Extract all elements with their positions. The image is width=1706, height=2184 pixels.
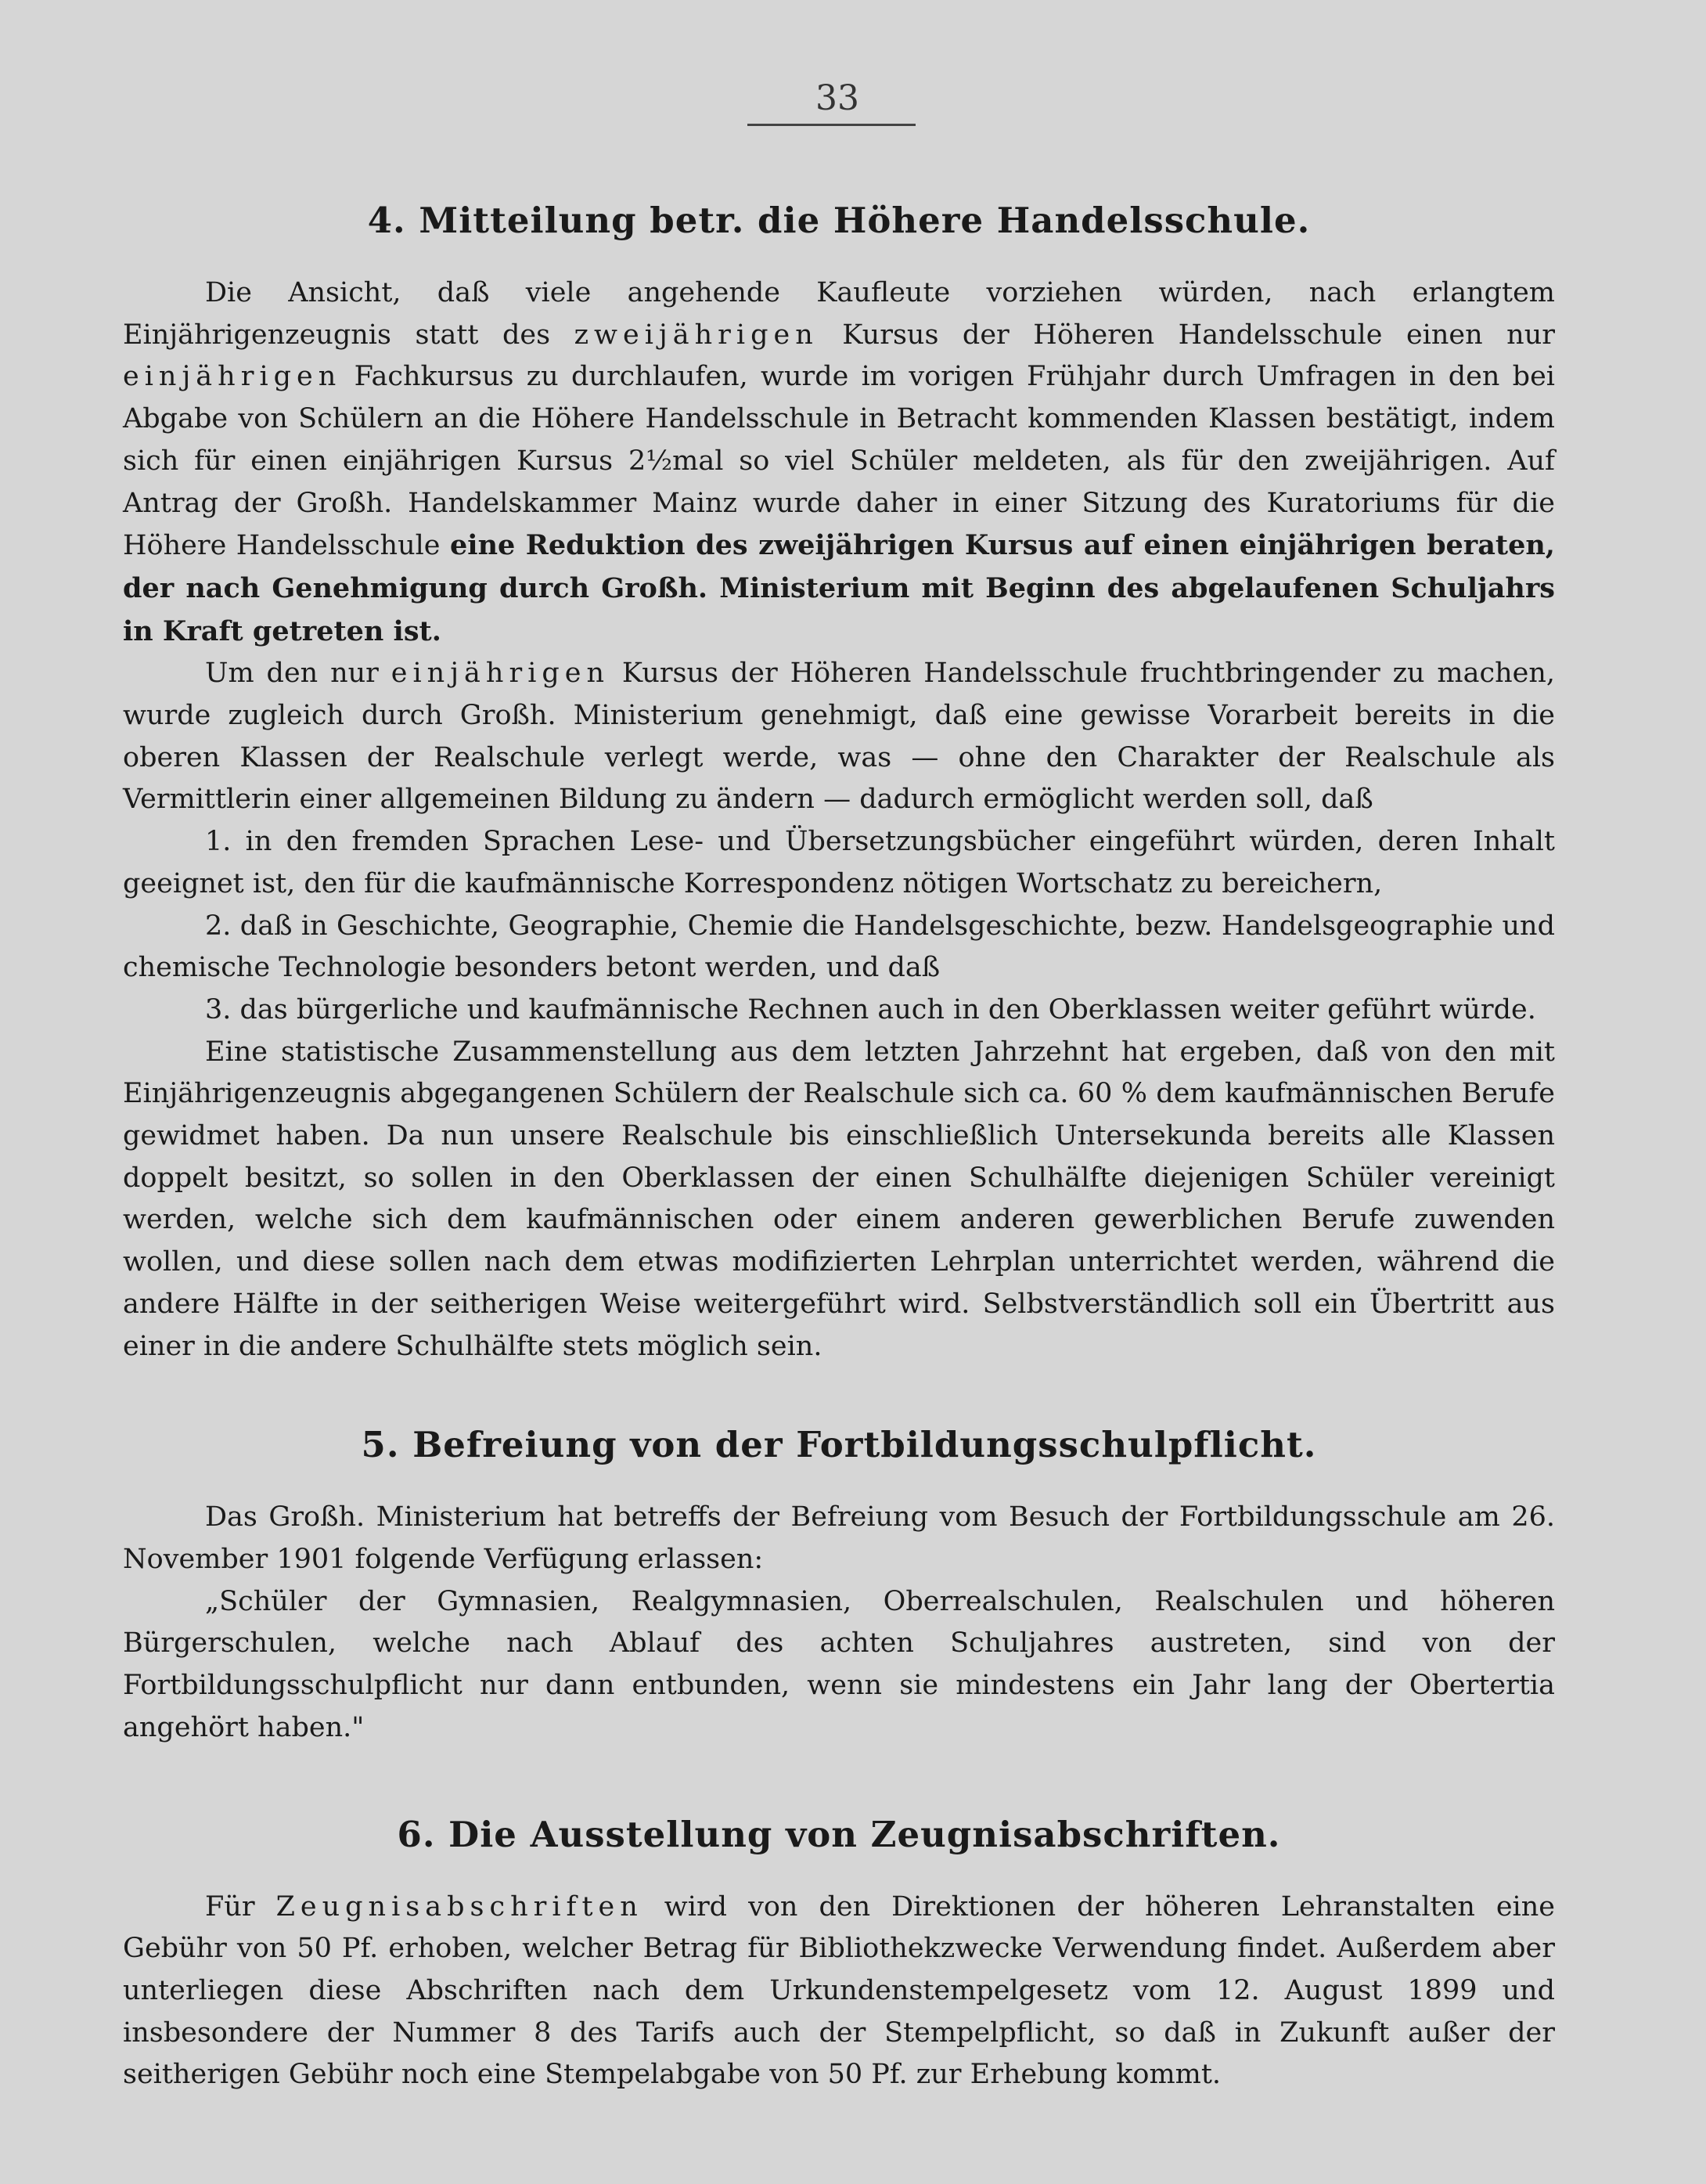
section-4-list-item-3: 3. das bürgerliche und kaufmännische Rechnen auch in den Oberklassen weiter geführt würde. xyxy=(205,993,1536,1025)
page-number: 33 xyxy=(815,78,859,118)
section-5-quote: „Schüler der Gymnasien, Realgymnasien, Oberrealschulen, Realschulen und höheren Bürgerschulen, welche nach Ablauf des achten Schuljahres austreten, sind von der Fortbildungsschulpflicht nur dann entbunden, wenn sie mindestens ein Jahr lang der Obertertia angehört haben." xyxy=(123,1585,1555,1743)
section-5-paragraph-1: Das Großh. Ministerium hat betreffs der Befreiung vom Besuch der Fortbildungsschule am 26. November 1901 folgende Verfügung erlassen: xyxy=(123,1501,1555,1575)
page-number-rule xyxy=(747,124,916,126)
section-4-list-item-1: 1. in den fremden Sprachen Lese- und Übersetzungsbücher eingeführt würden, deren Inhalt geeignet ist, den für die kaufmännische Korrespondenz nötigen Wortschatz zu bereichern, xyxy=(123,826,1555,899)
page-content xyxy=(123,200,1555,2096)
section-6 xyxy=(123,1814,1555,2097)
section-4-paragraph-2: Um den nur einjährigen Kursus der Höheren Handelsschule fruchtbringender zu machen, wurde zugleich durch Großh. Ministerium genehmigt, daß eine gewisse Vorarbeit bereits in die oberen Klassen der Realschule verlegt werde, was — ohne den Charakter der Realschule als Vermittlerin einer allgemeinen Bildung zu ändern — dadurch ermöglicht werden soll, daß xyxy=(123,658,1555,816)
section-6-heading: 6. Die Ausstellung von Zeugnisabschriften. xyxy=(397,1813,1281,1855)
section-4-paragraph-3: Eine statistische Zusammenstellung aus dem letzten Jahrzehnt hat ergeben, daß von den mit Einjährigenzeugnis abgegangenen Schülern der Realschule sich ca. 60 % dem kaufmännischen Berufe gewidmet haben. Da nun unsere Realschule bis einschließlich Untersekunda bereits alle Klassen doppelt besitzt, so sollen in den Oberklassen der einen Schulhälfte diejenigen Schüler vereinigt werden, welche sich dem kaufmännischen oder einem anderen gewerblichen Berufe zuwenden wollen, und diese sollen nach dem etwas modifizierten Lehrplan unterrichtet werden, während die andere Hälfte in der seitherigen Weise weitergeführt wird. Selbstverständlich soll ein Übertritt aus einer in die andere Schulhälfte stets möglich sein. xyxy=(123,1036,1555,1362)
section-5-heading: 5. Befreiung von der Fortbildungsschulpflicht. xyxy=(361,1424,1317,1466)
section-4-paragraph-1: Die Ansicht, daß viele angehende Kaufleute vorziehen würden, nach erlangtem Einjährigenzeugnis statt des zweijährigen Kursus der Höheren Handelsschule einen nur einjährigen Fachkursus zu durchlaufen, wurde im vorigen Frühjahr durch Umfragen in den bei Abgabe von Schülern an die Höhere Handelsschule in Betracht kommenden Klassen bestätigt, indem sich für einen einjährigen Kursus 2½mal so viel Schüler meldeten, als für den zweijährigen. Auf Antrag der Großh. Handelskammer Mainz wurde daher in einer Sitzung des Kuratoriums für die Höhere Handelsschule eine Reduktion des zweijährigen Kursus auf einen einjährigen beraten, der nach Genehmigung durch Großh. Ministerium mit Beginn des abgelaufenen Schuljahrs in Kraft getreten ist. xyxy=(123,277,1555,647)
section-4-heading: 4. Mitteilung betr. die Höhere Handelsschule. xyxy=(367,200,1311,241)
section-4-emphasis: eine Reduktion des zweijährigen Kursus auf einen einjährigen beraten, der nach Genehmigung durch Großh. Ministerium mit Beginn des abgelaufenen Schuljahrs in Kraft getreten ist. xyxy=(123,529,1555,647)
section-6-paragraph-1: Für Zeugnisabschriften wird von den Direktionen der höheren Lehranstalten eine Gebühr von 50 Pf. erhoben, welcher Betrag für Bibliothekzwecke Verwendung findet. Außerdem aber unterliegen diese Abschriften nach dem Urkundenstempelgesetz vom 12. August 1899 und insbesondere der Nummer 8 des Tarifs auch der Stempelpflicht, so daß in Zukunft außer der seitherigen Gebühr noch eine Stempelabgabe von 50 Pf. zur Erhebung kommt. xyxy=(123,1890,1556,2091)
section-4-list-item-2: 2. daß in Geschichte, Geographie, Chemie die Handelsgeschichte, bezw. Handelsgeographie und chemische Technologie besonders betont werden, und daß xyxy=(123,910,1555,984)
section-4 xyxy=(123,200,1555,1368)
section-5 xyxy=(123,1424,1555,1749)
